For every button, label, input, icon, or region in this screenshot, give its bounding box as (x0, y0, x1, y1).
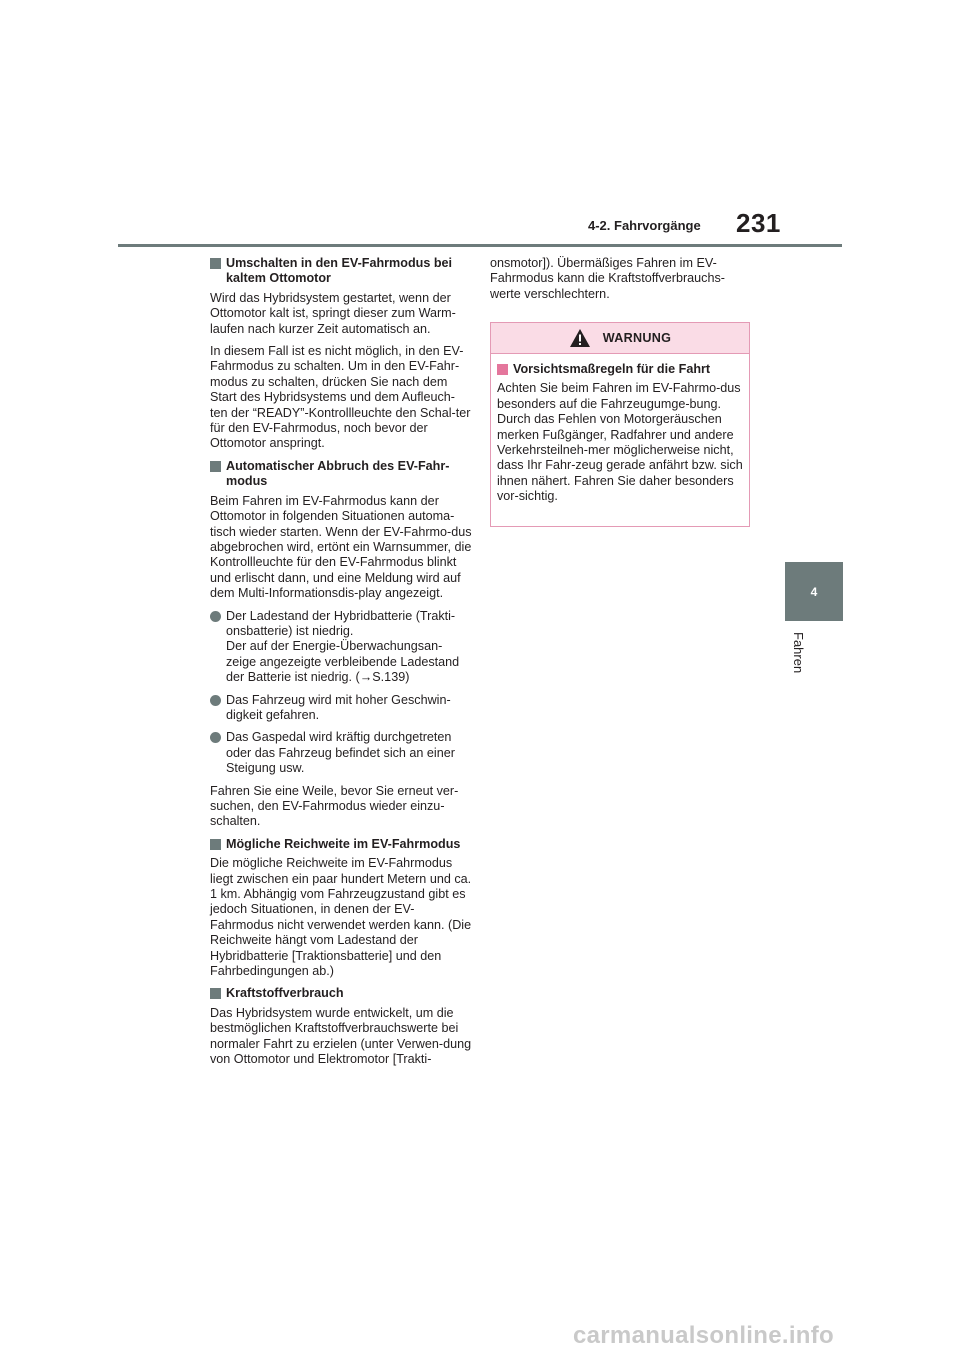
list-item-subtext: Der auf der Energie-Überwachungsan-zeige angezeigte verbleibende Ladestand der Batterie ist niedrig. (→S.139) (226, 639, 460, 685)
left-column (210, 256, 472, 1075)
warning-heading (497, 362, 743, 377)
chapter-label: Fahren (791, 632, 806, 674)
square-bullet-icon (497, 364, 508, 375)
square-bullet-icon (210, 258, 221, 269)
chapter-tab: 4 (785, 562, 843, 621)
list-item (210, 609, 472, 686)
page-number: 231 (736, 208, 781, 238)
list-item (210, 693, 472, 724)
warning-header (491, 323, 749, 354)
list-item-text: Das Gaspedal wird kräftig durchgetreten oder das Fahrzeug befindet sich an einer Steigung usw. (226, 730, 455, 776)
section-title: 4-2. Fahrvorgänge (588, 218, 701, 233)
section-heading (210, 837, 472, 852)
section-heading (210, 256, 472, 287)
warning-body (491, 354, 749, 505)
watermark: carmanualsonline.info (573, 1322, 835, 1349)
paragraph: In diesem Fall ist es nicht möglich, in den EV-Fahrmodus zu schalten. Um in den EV-Fahr-modus zu schalten, drücken Sie nach dem Start des Hybridsystems und dem Aufleuch-ten der “READY”-Kontrollleuchte den Schal-ter für den EV-Fahrmodus, noch bevor der Ottomotor anspringt. (210, 344, 471, 451)
warning-triangle-icon (569, 328, 591, 348)
warning-box (490, 322, 750, 527)
square-bullet-icon (210, 988, 221, 999)
round-bullet-icon (210, 611, 221, 622)
square-bullet-icon (210, 839, 221, 850)
warning-text: Achten Sie beim Fahren im EV-Fahrmo-dus besonders auf die Fahrzeugumge-bung. Durch das Fehlen von Motorgeräuschen merken Fußgänger, Radfahrer und andere Verkehrsteilneh-mer möglicherweise nicht, dass Ihr Fahr-zeug gerade anfährt bzw. sich ihnen nähert. Fahren Sie daher besonders vor-sichtig. (497, 381, 743, 504)
list-item-text: Das Fahrzeug wird mit hoher Geschwin-digkeit gefahren. (226, 692, 451, 722)
heading-text: Kraftstoffverbrauch (226, 986, 344, 1001)
paragraph: Die mögliche Reichweite im EV-Fahrmodus liegt zwischen ein paar hundert Metern und ca. 1 km. Abhängig vom Fahrzeugzustand gibt es jedoch Situationen, in denen der EV-Fahrmodus nicht verwendet werden kann. (Die Reichweite hängt vom Ladestand der Hybridbatterie [Traktionsbatterie] und den Fahrbedingungen ab.) (210, 856, 472, 979)
right-column (490, 256, 752, 309)
list-item (210, 730, 472, 776)
heading-text: Vorsichtsmaßregeln für die Fahrt (513, 362, 711, 376)
heading-text: Umschalten in den EV-Fahrmodus bei kaltem Ottomotor (226, 256, 453, 286)
square-bullet-icon (210, 461, 221, 472)
paragraph: Beim Fahren im EV-Fahrmodus kann der Ottomotor in folgenden Situationen automa-tisch wieder starten. Wenn der EV-Fahrmo-dus abgebrochen wird, ertönt ein Warnsummer, die Kontrollleuchte für den EV-Fahrmodus blinkt und erlischt dann, und eine Meldung wird auf dem Multi-Informationsdis-play angezeigt. (210, 493, 472, 601)
heading-text: Automatischer Abbruch des EV-Fahr-modus (226, 458, 450, 489)
paragraph: Fahren Sie eine Weile, bevor Sie erneut ver-suchen, den EV-Fahrmodus wieder einzu-schalten. (210, 783, 459, 829)
paragraph: onsmotor]). Übermäßiges Fahren im EV-Fahrmodus kann die Kraftstoffverbrauchs-werte verschlechtern. (490, 256, 725, 301)
paragraph: Wird das Hybridsystem gestartet, wenn der Ottomotor kalt ist, springt dieser zum Warm-laufen nach kurzer Zeit automatisch an. (210, 290, 456, 336)
warning-title: WARNUNG (602, 331, 672, 345)
section-heading (210, 459, 472, 490)
section-heading (210, 986, 472, 1001)
list-item-text: Der Ladestand der Hybridbatterie (Trakti-onsbatterie) ist niedrig. (226, 608, 456, 638)
round-bullet-icon (210, 732, 221, 743)
round-bullet-icon (210, 695, 221, 706)
header-rule (118, 244, 842, 247)
heading-text: Mögliche Reichweite im EV-Fahrmodus (226, 836, 461, 851)
paragraph: Das Hybridsystem wurde entwickelt, um die bestmöglichen Kraftstoffverbrauchswerte bei normaler Fahrt zu erzielen (unter Verwen-dung von Ottomotor und Elektromotor [Trakti- (210, 1005, 472, 1067)
